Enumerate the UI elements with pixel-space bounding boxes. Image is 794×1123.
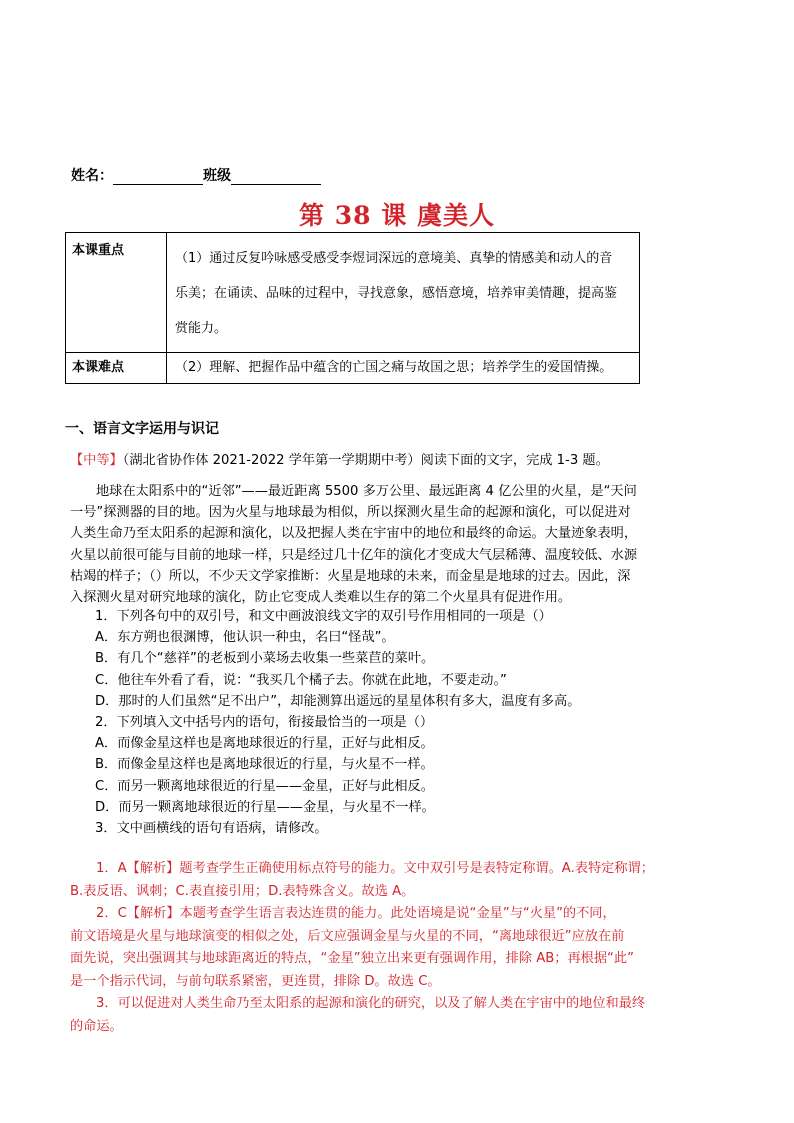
passage-line: 地球在太阳系中的“近邻”——最近距离 5500 多万公里、最远距离 4 亿公里的火星，是“天问 bbox=[96, 484, 637, 499]
name-class-line bbox=[71, 165, 321, 185]
question-source: （湖北省协作体 2021-2022 学年第一学期期中考）阅读下面的文字，完成 1-3 题。 bbox=[122, 453, 609, 468]
answer-line: 3．可以促进对人类生命乃至太阳系的起源和演化的研究，以及了解人类在宇宙中的地位和最终 bbox=[96, 996, 646, 1011]
option-1a: A．东方朔也很渊博，他认识一种虫，名曰“怪哉”。 bbox=[95, 630, 395, 646]
passage-line: 火星以前很可能与目前的地球一样，只是经过几十亿年的演化才变成大气层稀薄、温度较低、水源 bbox=[70, 547, 638, 563]
page-title: 第 38 课 虞美人 bbox=[299, 201, 495, 230]
question-source-line bbox=[70, 450, 730, 471]
question-1: 1．下列各句中的双引号，和文中画波浪线文字的双引号作用相同的一项是（） bbox=[95, 609, 552, 624]
option-2a: A．而像金星这样也是离地球很近的行星，正好与此相反。 bbox=[95, 736, 434, 752]
question-items bbox=[95, 606, 580, 839]
answer-line: 是一个指示代词，与前句联系紧密，更连贯，排除 D。故选 C。 bbox=[70, 973, 441, 989]
class-label: 班级 bbox=[203, 168, 231, 184]
answer-line: 面先说，突出强调其与地球距离近的特点，“金星”独立出来更有强调作用，排除 AB；再根据“此” bbox=[70, 951, 634, 966]
option-2d: D．而另一颗离地球很近的行星——金星，与火星不一样。 bbox=[95, 799, 435, 815]
question-2: 2．下列填入文中括号内的语句，衔接最恰当的一项是（） bbox=[95, 714, 434, 730]
name-blank[interactable] bbox=[113, 169, 203, 185]
focus-content bbox=[167, 233, 640, 353]
option-2c: C．而另一颗离地球很近的行星——金星，正好与此相反。 bbox=[95, 778, 434, 794]
difficulty-row bbox=[66, 353, 640, 384]
focus-label: 本课重点 bbox=[66, 233, 167, 353]
answer-line: B.表反语、讽刺；C.表直接引用；D.表特殊含义。故选 A。 bbox=[70, 883, 415, 899]
passage-line: 人类生命乃至太阳系的起源和演化，以及把握人类在宇宙中的地位和最终的命运。大量迹象表明， bbox=[70, 526, 638, 542]
passage-line: 一号”探测器的目的地。因为火星与地球最为相似，所以探测火星生命的起源和演化，可以促进对 bbox=[70, 505, 631, 521]
passage-line: 枯竭的样子；（）所以，不少天文学家推断：火星是地球的未来，而金星是地球的过去。因此，深 bbox=[70, 568, 631, 584]
reading-passage bbox=[70, 481, 730, 608]
difficulty-tag: 【中等】 bbox=[70, 453, 123, 468]
focus-line: （1）通过反复吟咏感受感受李煜词深远的意境美、真挚的情感美和动人的音 bbox=[175, 251, 613, 266]
answer-line: 2．C【解析】本题考查学生语言表达连贯的能力。此处语境是说“金星”与“火星”的不同， bbox=[96, 906, 616, 921]
focus-line: 赏能力。 bbox=[175, 321, 228, 336]
answer-line: 的命运。 bbox=[70, 1018, 123, 1034]
lesson-focus-table bbox=[65, 232, 640, 384]
answer-key bbox=[70, 858, 730, 1038]
focus-row bbox=[66, 233, 640, 353]
option-1c: C．他往车外看了看，说：“我买几个橘子去。你就在此地，不要走动。” bbox=[95, 672, 507, 688]
focus-line: 乐美；在诵读、品味的过程中，寻找意象，感悟意境，培养审美情趣，提高鉴 bbox=[175, 286, 618, 301]
option-1b: B．有几个“慈祥”的老板到小菜场去收集一些菜苣的菜叶。 bbox=[95, 651, 435, 667]
difficulty-content: （2）理解、把握作品中蕴含的亡国之痛与故国之思；培养学生的爱国情操。 bbox=[167, 353, 640, 384]
question-3: 3．文中画横线的语句有语病，请修改。 bbox=[95, 820, 328, 836]
answer-line: 1．A【解析】题考查学生正确使用标点符号的能力。文中双引号是表特定称谓。A.表特定称谓； bbox=[96, 861, 654, 876]
option-1d: D．那时的人们虽然“足不出户”，却能测算出遥远的星星体积有多大，温度有多高。 bbox=[95, 693, 581, 709]
option-2b: B．而像金星这样也是离地球很近的行星，与火星不一样。 bbox=[95, 757, 434, 773]
section-title: 一、语言文字运用与识记 bbox=[65, 421, 219, 437]
passage-line: 入探测火星对研究地球的演化，防止它变成人类难以生存的第二个火星具有促进作用。 bbox=[70, 589, 572, 605]
name-label: 姓名： bbox=[71, 168, 113, 184]
answer-line: 前文语境是火星与地球演变的相似之处，后文应强调金星与火星的不同，“离地球很近”应放在前 bbox=[70, 928, 625, 944]
class-blank[interactable] bbox=[231, 169, 321, 185]
difficulty-label: 本课难点 bbox=[66, 353, 167, 384]
